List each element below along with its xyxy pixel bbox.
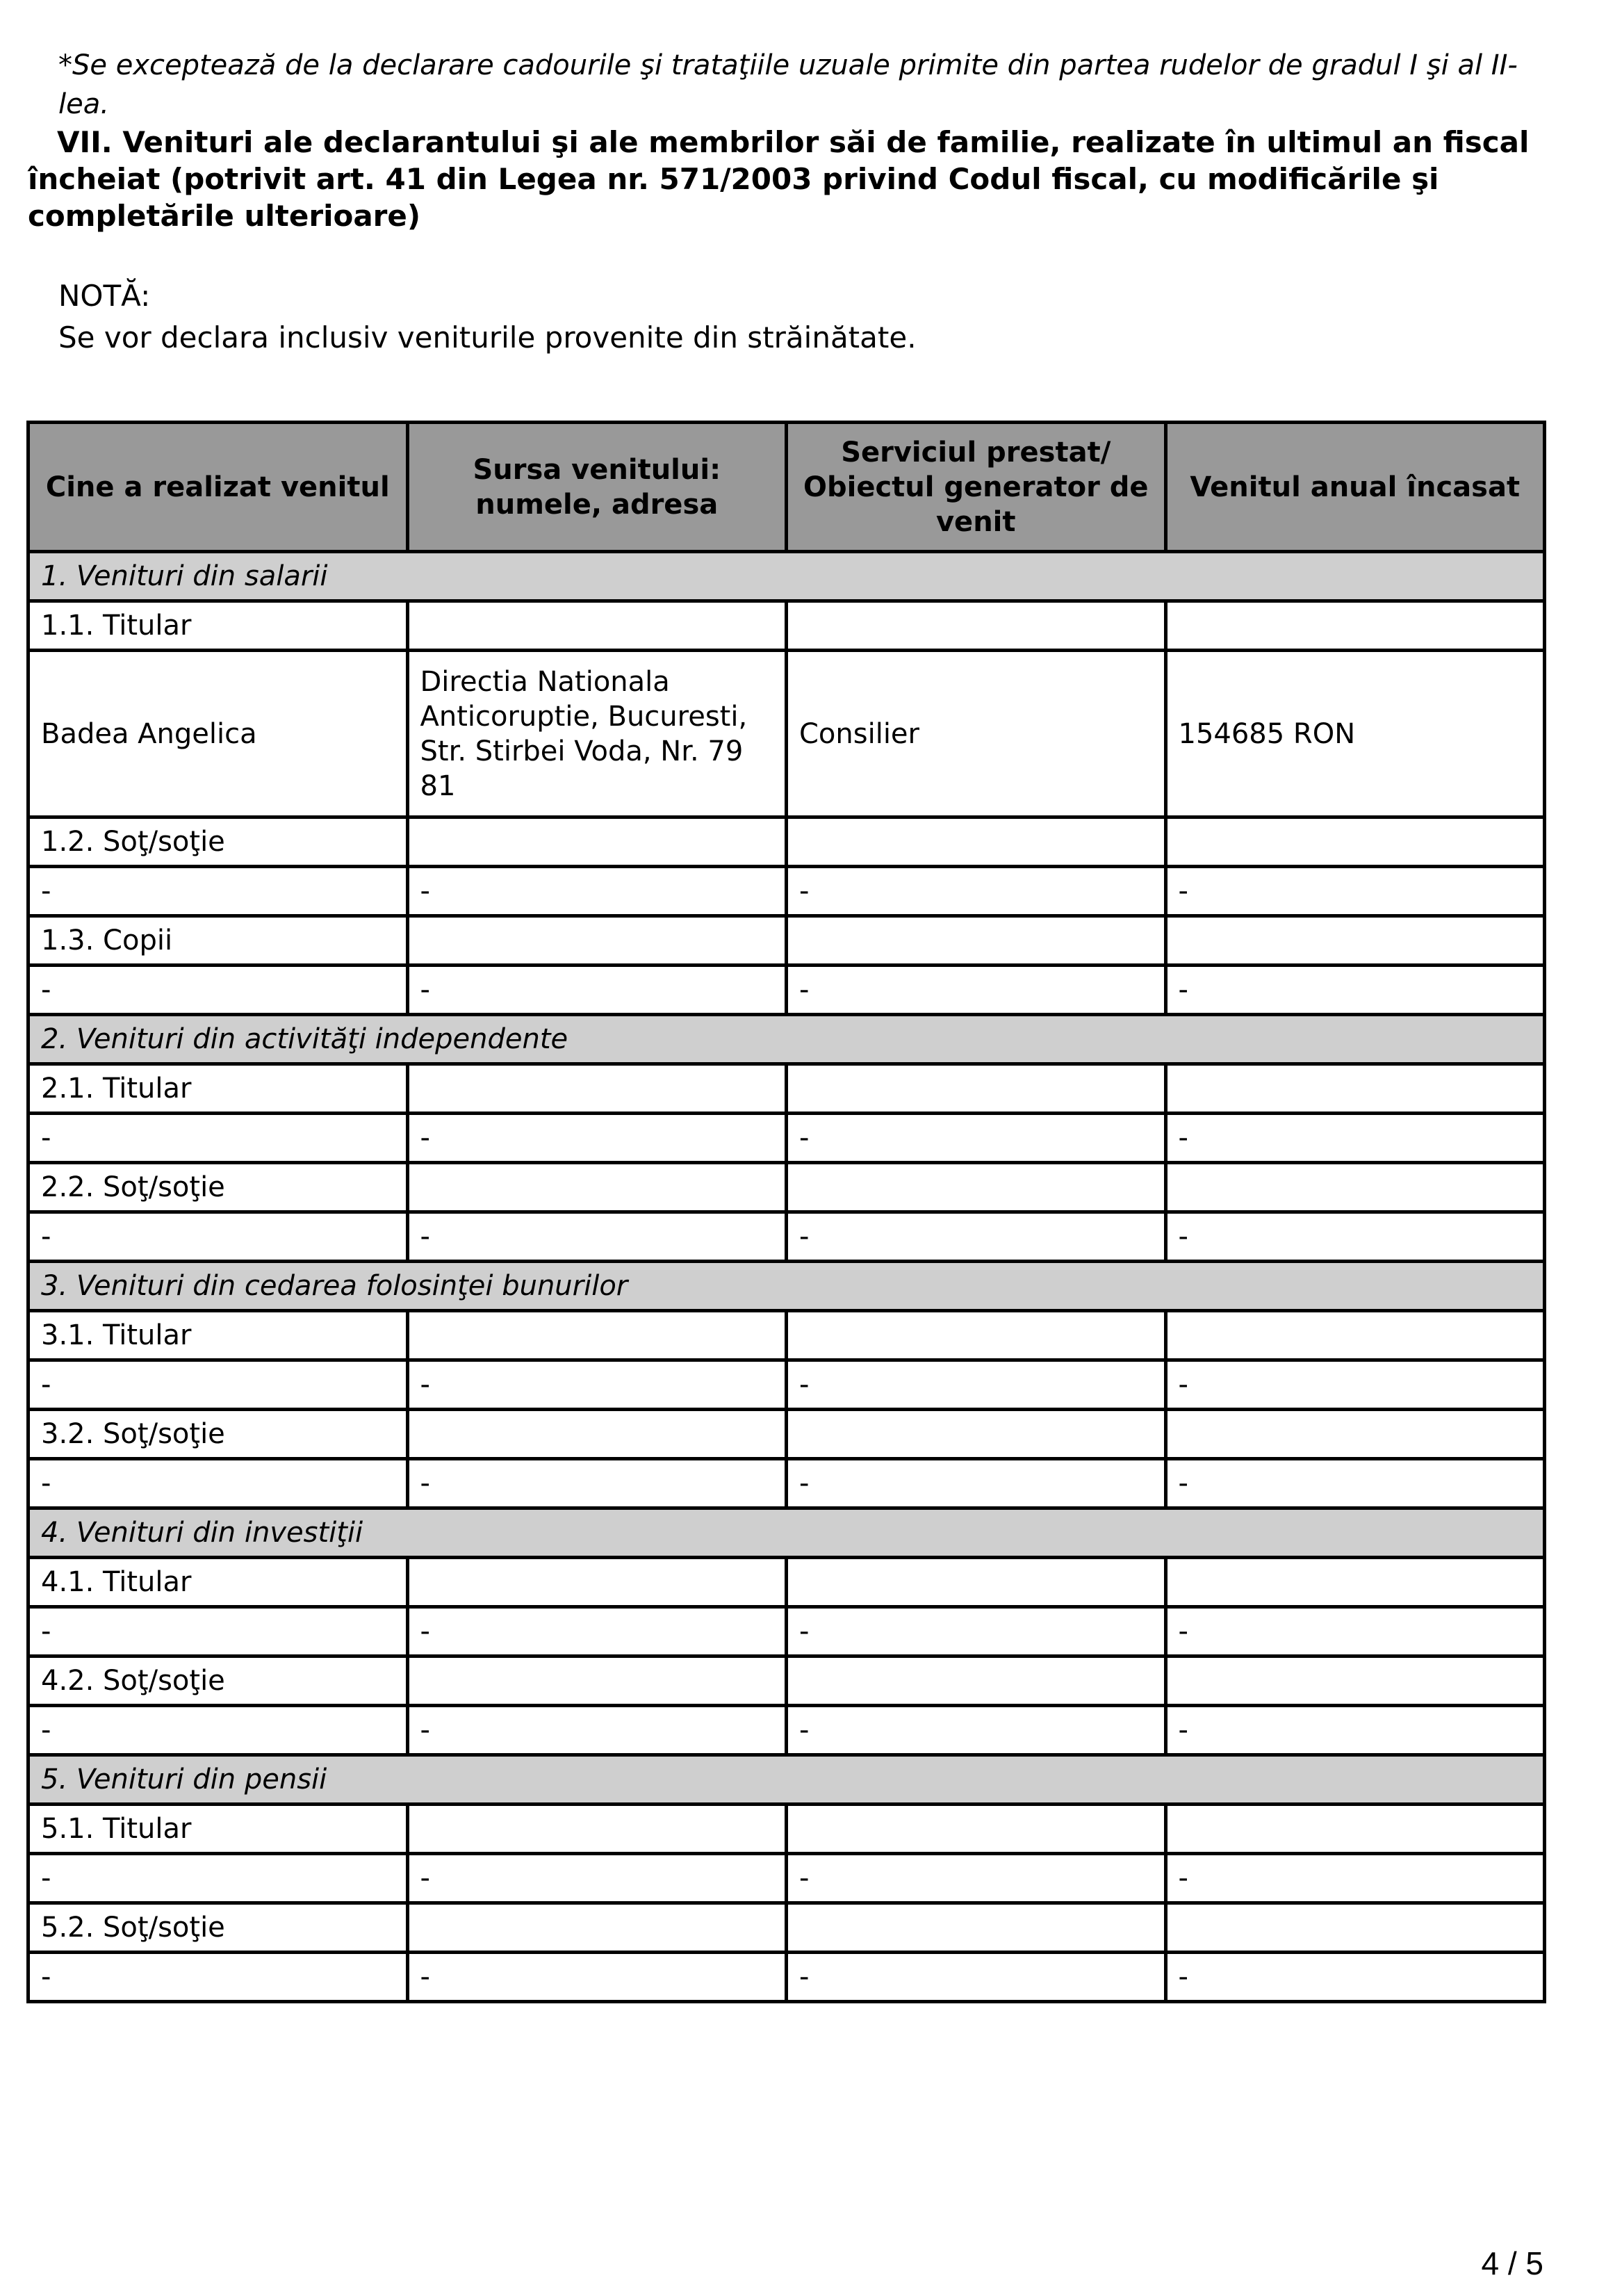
source-cell: -: [407, 867, 787, 916]
source-cell: [407, 1903, 787, 1953]
section-label: 5. Venituri din pensii: [28, 1755, 1545, 1805]
source-cell: -: [407, 1114, 787, 1163]
service-cell: [787, 1311, 1166, 1360]
table-header-row: [28, 423, 1545, 552]
source-cell: [407, 817, 787, 867]
service-cell: [787, 1805, 1166, 1854]
table-row: [28, 1953, 1545, 2002]
earner-cell: 1.2. Soţ/soţie: [28, 817, 408, 867]
section-heading-text: VII. Venituri ale declarantului şi ale membrilor săi de familie, realizate în ultimul an fiscal încheiat (potrivit art. 41 din Legea nr. 571/2003 privind Codul fiscal, cu modificările şi completările ulterioare): [28, 125, 1530, 233]
earner-cell: 4.1. Titular: [28, 1558, 408, 1607]
table-row: [28, 1360, 1545, 1410]
earner-cell: 5.1. Titular: [28, 1805, 408, 1854]
section-row: [28, 1015, 1545, 1064]
note-text: Se vor declara inclusiv veniturile provenite din străinătate.: [58, 320, 917, 355]
income-cell: [1165, 1903, 1545, 1953]
section-label: 3. Venituri din cedarea folosinţei bunurilor: [28, 1262, 1545, 1311]
service-cell: [787, 817, 1166, 867]
source-cell: -: [407, 1212, 787, 1262]
table-row: [28, 651, 1545, 817]
source-cell: -: [407, 1854, 787, 1903]
source-cell: [407, 1163, 787, 1212]
income-cell: -: [1165, 1114, 1545, 1163]
earner-cell: 4.2. Soţ/soţie: [28, 1656, 408, 1706]
section-row: [28, 552, 1545, 601]
earner-cell: 3.1. Titular: [28, 1311, 408, 1360]
table-row: [28, 601, 1545, 651]
earner-cell: -: [28, 966, 408, 1015]
source-cell: [407, 1410, 787, 1459]
source-cell: -: [407, 1607, 787, 1656]
earner-cell: -: [28, 1706, 408, 1755]
section-label: 1. Venituri din salarii: [28, 552, 1545, 601]
table-row: [28, 867, 1545, 916]
table-body: [28, 552, 1545, 2002]
income-cell: [1165, 1805, 1545, 1854]
table-row: [28, 1854, 1545, 1903]
earner-cell: -: [28, 1360, 408, 1410]
income-cell: -: [1165, 1212, 1545, 1262]
service-cell: -: [787, 1706, 1166, 1755]
service-cell: [787, 1656, 1166, 1706]
income-cell: [1165, 1311, 1545, 1360]
header-annual-income: Venitul anual încasat: [1165, 423, 1545, 552]
source-cell: [407, 1064, 787, 1114]
earner-cell: -: [28, 867, 408, 916]
table-row: [28, 1311, 1545, 1360]
table-row: [28, 1410, 1545, 1459]
section-label: 4. Venituri din investiţii: [28, 1508, 1545, 1558]
service-cell: -: [787, 1953, 1166, 2002]
earner-cell: 1.3. Copii: [28, 916, 408, 966]
table-row: [28, 1903, 1545, 1953]
service-cell: Consilier: [787, 651, 1166, 817]
table-row: [28, 1706, 1545, 1755]
service-cell: [787, 1163, 1166, 1212]
table-row: [28, 966, 1545, 1015]
note-label: NOTĂ:: [58, 279, 151, 313]
income-cell: -: [1165, 1854, 1545, 1903]
source-cell: [407, 1805, 787, 1854]
income-cell: 154685 RON: [1165, 651, 1545, 817]
source-cell: [407, 1311, 787, 1360]
table-row: [28, 1607, 1545, 1656]
note-block: [58, 275, 1518, 359]
section-row: [28, 1262, 1545, 1311]
table-row: [28, 1805, 1545, 1854]
source-cell: [407, 1558, 787, 1607]
service-cell: -: [787, 1114, 1166, 1163]
header-income-earner: Cine a realizat venitul: [28, 423, 408, 552]
service-cell: [787, 1903, 1166, 1953]
source-cell: [407, 1656, 787, 1706]
service-cell: [787, 1064, 1166, 1114]
earner-cell: 2.1. Titular: [28, 1064, 408, 1114]
source-cell: -: [407, 1706, 787, 1755]
service-cell: [787, 916, 1166, 966]
source-cell: -: [407, 966, 787, 1015]
earner-cell: Badea Angelica: [28, 651, 408, 817]
section-row: [28, 1755, 1545, 1805]
service-cell: -: [787, 1854, 1166, 1903]
service-cell: -: [787, 1212, 1166, 1262]
earner-cell: 3.2. Soţ/soţie: [28, 1410, 408, 1459]
service-cell: -: [787, 1459, 1166, 1508]
income-table: [26, 421, 1546, 2003]
header-service-provided: Serviciul prestat/ Obiectul generator de venit: [787, 423, 1166, 552]
table-row: [28, 1656, 1545, 1706]
table-row: [28, 1163, 1545, 1212]
source-cell: -: [407, 1953, 787, 2002]
earner-cell: -: [28, 1953, 408, 2002]
income-cell: [1165, 601, 1545, 651]
source-cell: [407, 601, 787, 651]
section-row: [28, 1508, 1545, 1558]
table-row: [28, 916, 1545, 966]
table-row: [28, 1459, 1545, 1508]
service-cell: -: [787, 966, 1166, 1015]
header-income-source: Sursa venitului: numele, adresa: [407, 423, 787, 552]
income-cell: [1165, 1656, 1545, 1706]
source-cell: Directia Nationala Anticoruptie, Bucuresti, Str. Stirbei Voda, Nr. 79 81: [407, 651, 787, 817]
service-cell: -: [787, 1360, 1166, 1410]
earner-cell: -: [28, 1854, 408, 1903]
income-cell: [1165, 817, 1545, 867]
section-label: 2. Venituri din activităţi independente: [28, 1015, 1545, 1064]
earner-cell: -: [28, 1212, 408, 1262]
income-cell: -: [1165, 867, 1545, 916]
earner-cell: -: [28, 1114, 408, 1163]
page-number: 4 / 5: [1481, 2245, 1543, 2281]
service-cell: [787, 601, 1166, 651]
service-cell: -: [787, 867, 1166, 916]
service-cell: [787, 1558, 1166, 1607]
source-cell: -: [407, 1360, 787, 1410]
income-cell: -: [1165, 1706, 1545, 1755]
income-cell: [1165, 916, 1545, 966]
income-cell: [1165, 1064, 1545, 1114]
earner-cell: -: [28, 1607, 408, 1656]
earner-cell: -: [28, 1459, 408, 1508]
table-row: [28, 1212, 1545, 1262]
earner-cell: 5.2. Soţ/soţie: [28, 1903, 408, 1953]
income-cell: -: [1165, 1953, 1545, 2002]
service-cell: -: [787, 1607, 1166, 1656]
source-cell: [407, 916, 787, 966]
earner-cell: 1.1. Titular: [28, 601, 408, 651]
table-row: [28, 1064, 1545, 1114]
earner-cell: 2.2. Soţ/soţie: [28, 1163, 408, 1212]
section-heading: [28, 124, 1557, 234]
income-cell: -: [1165, 1607, 1545, 1656]
service-cell: [787, 1410, 1166, 1459]
table-row: [28, 1558, 1545, 1607]
source-cell: -: [407, 1459, 787, 1508]
table-row: [28, 817, 1545, 867]
income-cell: -: [1165, 1360, 1545, 1410]
footnote: *Se exceptează de la declarare cadourile şi trataţiile uzuale primite din partea rudelor de gradul I şi al II-lea.: [58, 49, 1518, 120]
income-cell: [1165, 1410, 1545, 1459]
income-cell: -: [1165, 966, 1545, 1015]
income-cell: [1165, 1163, 1545, 1212]
table-row: [28, 1114, 1545, 1163]
income-cell: -: [1165, 1459, 1545, 1508]
income-cell: [1165, 1558, 1545, 1607]
